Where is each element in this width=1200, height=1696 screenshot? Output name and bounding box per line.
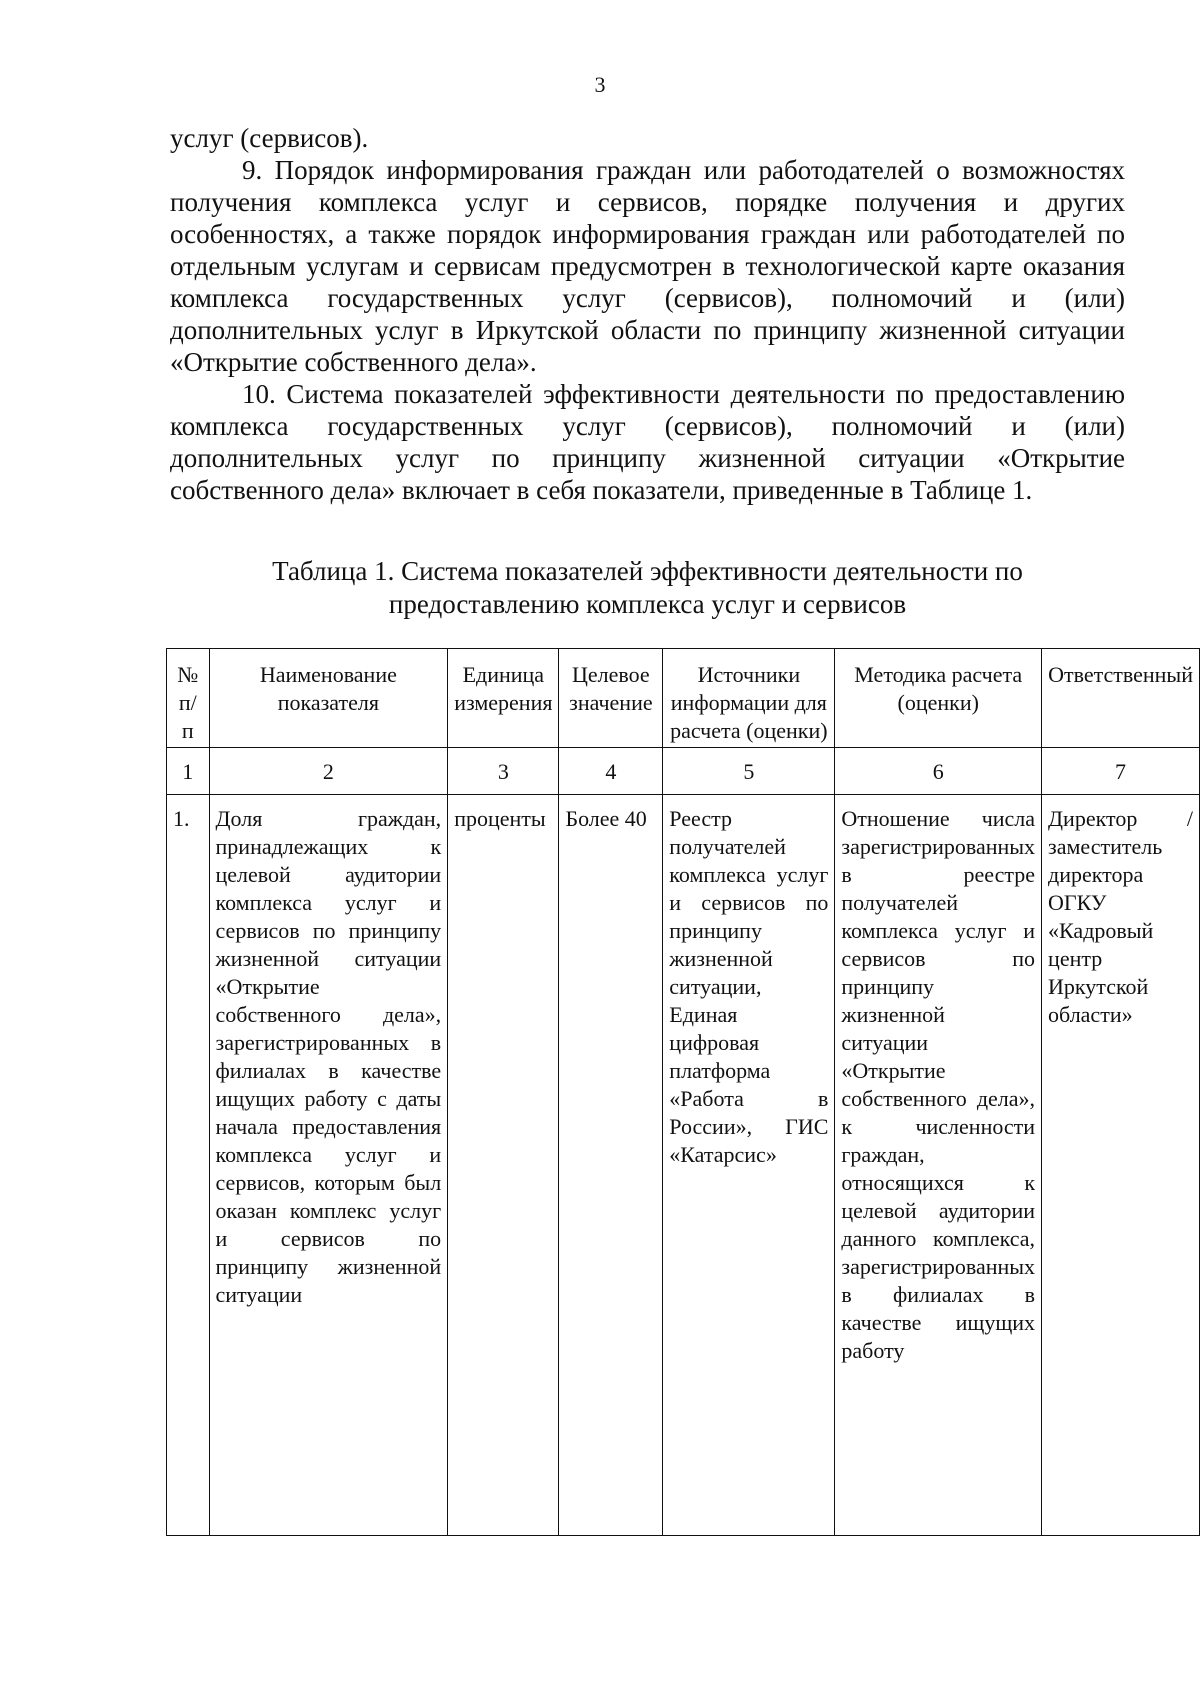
column-number: 1: [167, 748, 210, 795]
column-number: 6: [835, 748, 1042, 795]
row-num: 1.: [167, 795, 210, 1536]
row-indicator-name: Доля граждан, принадлежащих к целевой аудитории комплекса услуг и сервисов по принципу жизненной ситуации «Открытие собственного дела», зарегистрированных в филиалах в качестве ищущих работу с даты начала предоставления комплекса услуг и сервисов, которым был оказан комплекс услуг и сервисов по принципу жизненной ситуации: [209, 795, 448, 1536]
header-sources: Источники информации для расчета (оценки): [663, 649, 835, 748]
header-name: Наименование показателя: [209, 649, 448, 748]
row-unit: проценты: [448, 795, 559, 1536]
table-row: [167, 795, 1200, 1536]
table-header-row: [167, 649, 1200, 748]
row-responsible: Директор /заместитель директора ОГКУ «Кадровый центр Иркутской области»: [1042, 795, 1200, 1536]
table-caption: [170, 555, 1125, 621]
page-number: 3: [594, 72, 606, 97]
paragraph-9: 9. Порядок информирования граждан или работодателей о возможностях получения комплекса услуг и сервисов, порядке получения и других особенностях, а также порядок информирования граждан или работодателей по отдельным услугам и сервисам предусмотрен в технологической карте оказания комплекса государственных услуг (сервисов), полномочий и (или) дополнительных услуг в Иркутской области по принципу жизненной ситуации «Открытие собственного дела».: [170, 155, 1125, 377]
column-number: 4: [559, 748, 663, 795]
paragraph-continuation: услуг (сервисов).: [170, 123, 369, 153]
row-target-value: Более 40: [559, 795, 663, 1536]
paragraph-10: 10. Система показателей эффективности деятельности по предоставлению комплекса государственных услуг (сервисов), полномочий и (или) дополнительных услуг по принципу жизненной ситуации «Открытие собственного дела» включает в себя показатели, приведенные в Таблице 1.: [170, 379, 1125, 505]
column-number: 5: [663, 748, 835, 795]
body-text: [170, 122, 1125, 506]
header-target: Целевое значение: [559, 649, 663, 748]
column-number: 3: [448, 748, 559, 795]
header-unit: Единица измерения: [448, 649, 559, 748]
column-number: 7: [1042, 748, 1200, 795]
header-method: Методика расчета (оценки): [835, 649, 1042, 748]
row-sources: Реестр получателей комплекса услуг и сервисов по принципу жизненной ситуации, Единая цифровая платформа «Работа в России», ГИС «Катарсис»: [663, 795, 835, 1536]
column-number: 2: [209, 748, 448, 795]
header-responsible: Ответственный: [1042, 649, 1200, 748]
table-caption-line-1: Таблица 1. Система показателей эффективности деятельности по: [272, 556, 1023, 586]
column-numbers-row: [167, 748, 1200, 795]
indicators-table: [166, 648, 1200, 1536]
header-num: № п/п: [167, 649, 210, 748]
row-method: Отношение числа зарегистрированных в реестре получателей комплекса услуг и сервисов по принципу жизненной ситуации «Открытие собственного дела», к численности граждан, относящихся к целевой аудитории данного комплекса, зарегистрированных в филиалах в качестве ищущих работу: [835, 795, 1042, 1536]
table-caption-line-2: предоставлению комплекса услуг и сервисов: [388, 589, 907, 619]
